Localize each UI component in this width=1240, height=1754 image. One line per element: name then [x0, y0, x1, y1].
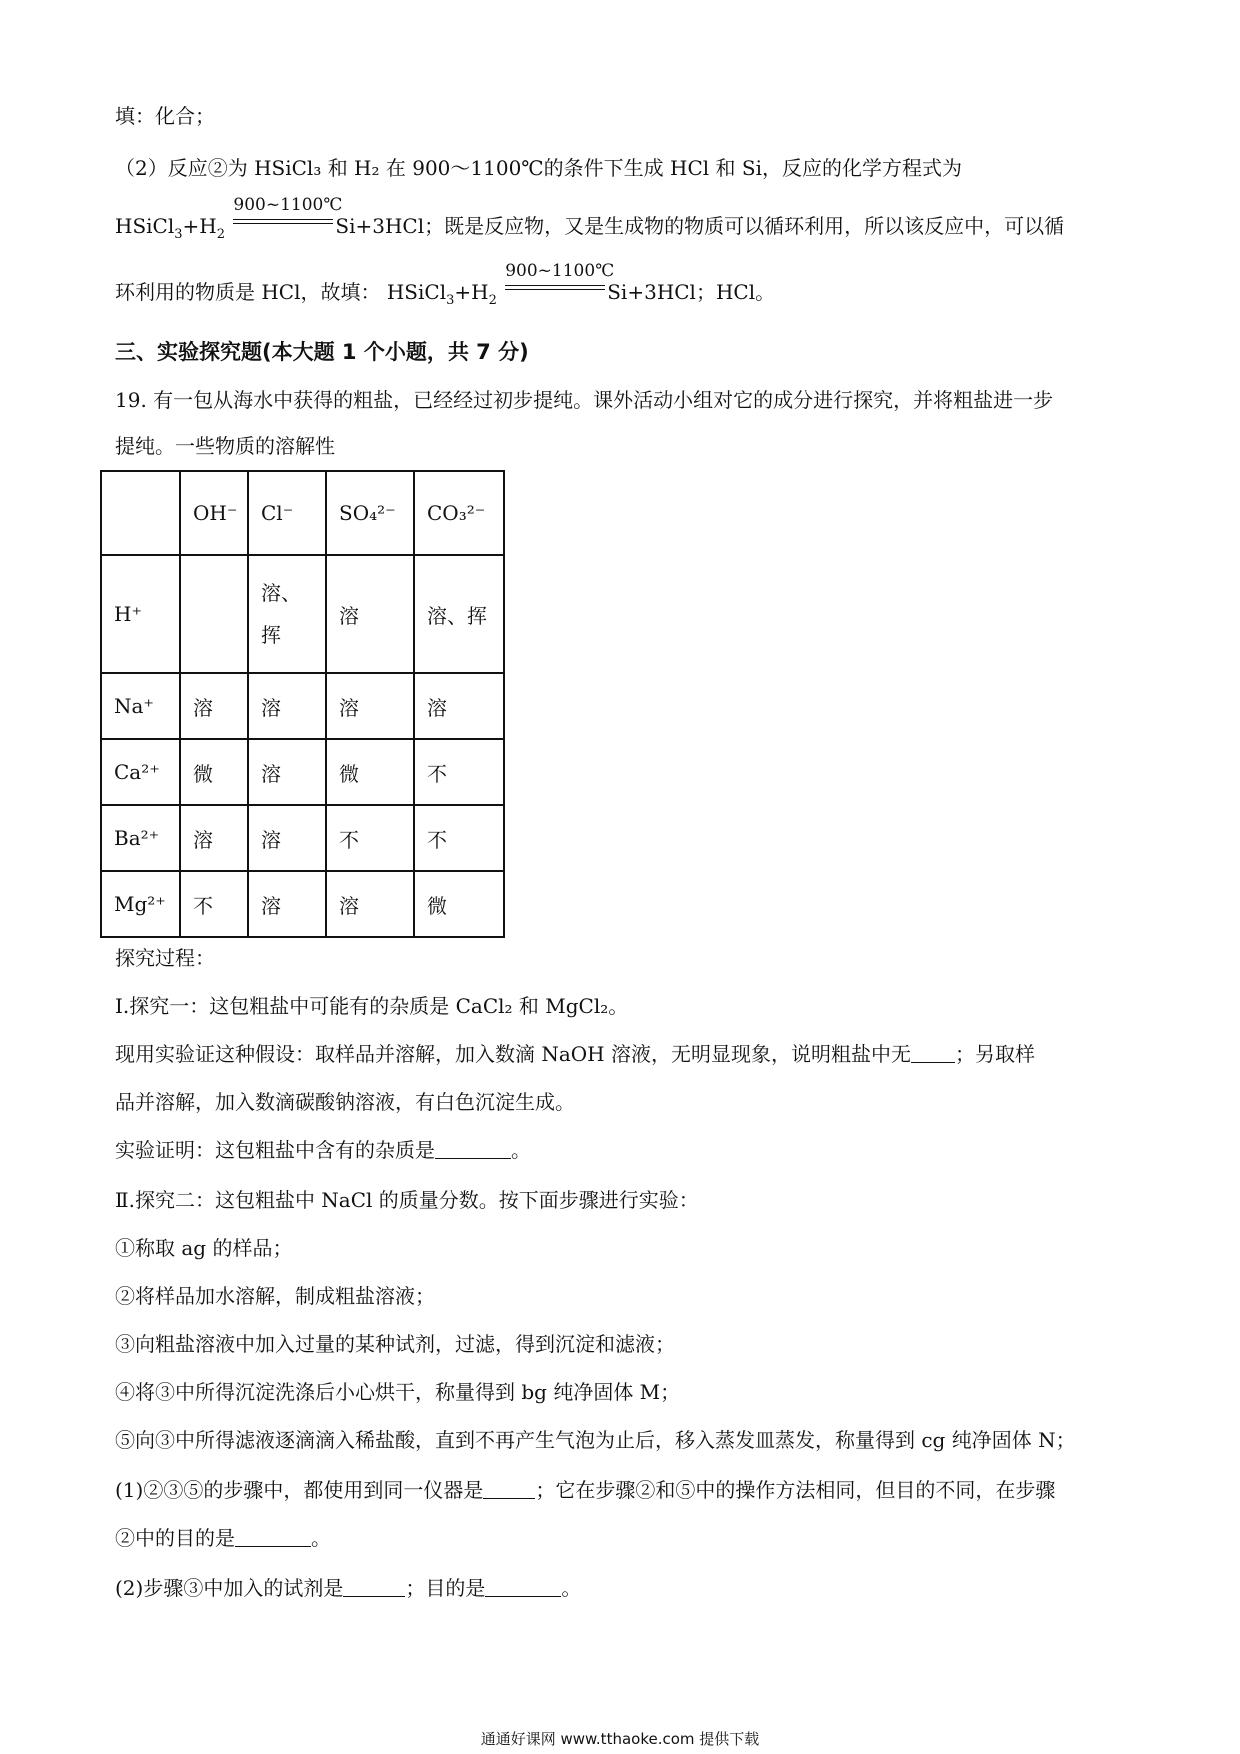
equation-line-2: 环利用的物质是 HCl，故填： $HSiCl_3+H_2$ 900~1100℃ Si+3HCl；HCl。: [115, 278, 775, 315]
answer-blank[interactable]: [483, 1480, 535, 1499]
reaction-condition-arrow: 900~1100℃: [233, 215, 333, 235]
table-cell: 溶: [326, 871, 414, 937]
table-header: CO₃²⁻: [414, 471, 504, 555]
step-3: ③向粗盐溶液中加入过量的某种试剂，过滤，得到沉淀和滤液；: [115, 1332, 675, 1356]
experiment-conclusion: 实验证明：这包粗盐中含有的杂质是 。: [115, 1138, 531, 1162]
table-row: [101, 555, 504, 673]
process-title: 探究过程：: [115, 946, 215, 970]
table-cell: 溶: [248, 805, 326, 871]
footer-credit: 通通好课网 www.tthaoke.com 提供下载: [480, 1730, 760, 1748]
row-ion: Ca²⁺: [101, 739, 180, 805]
solubility-table: [100, 470, 505, 938]
sub-question-2: (2)步骤③中加入的试剂是 ；目的是 。: [115, 1576, 582, 1600]
table-cell: 微: [180, 739, 248, 805]
table-cell: 不: [414, 739, 504, 805]
sub-question-1-cont: ②中的目的是 。: [115, 1526, 331, 1550]
chemical-equation-repeat: $HSiCl_3+H_2$ 900~1100℃ Si+3HCl: [386, 261, 696, 308]
table-cell: 溶、挥: [414, 555, 504, 673]
answer-blank[interactable]: [485, 1578, 561, 1597]
table-cell: 不: [180, 871, 248, 937]
table-header: SO₄²⁻: [326, 471, 414, 555]
question-19-intro-2: 提纯。一些物质的溶解性: [115, 434, 335, 458]
table-row: [101, 739, 504, 805]
table-cell: 溶: [326, 555, 414, 673]
inquiry-2: Ⅱ.探究二：这包粗盐中 NaCl 的质量分数。按下面步骤进行实验：: [115, 1188, 699, 1212]
table-cell: 溶: [414, 673, 504, 739]
answer-blank[interactable]: [235, 1528, 311, 1547]
step-1: ①称取 ag 的样品；: [115, 1236, 293, 1260]
table-row: [101, 805, 504, 871]
answer-blank[interactable]: [435, 1140, 511, 1159]
table-cell: 溶、挥: [248, 555, 326, 673]
sub-question-1: (1)②③⑤的步骤中，都使用到同一仪器是 ；它在步骤②和⑤中的操作方法相同，但目的不同，在步骤: [115, 1478, 1056, 1502]
table-cell: 溶: [180, 805, 248, 871]
table-row: [101, 871, 504, 937]
row-ion: Mg²⁺: [101, 871, 180, 937]
row-ion: Na⁺: [101, 673, 180, 739]
table-cell: 溶: [326, 673, 414, 739]
table-header: OH⁻: [180, 471, 248, 555]
question-19-intro-1: 19. 有一包从海水中获得的粗盐，已经经过初步提纯。课外活动小组对它的成分进行探究，并将粗盐进一步: [115, 388, 1054, 412]
chemical-equation: $HSiCl_3+H_2$ 900~1100℃ Si+3HCl: [115, 195, 425, 242]
table-corner: [101, 471, 180, 555]
answer-line-1: 填：化合；: [115, 104, 215, 128]
table-cell: 溶: [248, 673, 326, 739]
table-cell: 溶: [248, 871, 326, 937]
step-5: ⑤向③中所得滤液逐滴滴入稀盐酸，直到不再产生气泡为止后，移入蒸发皿蒸发，称量得到 cg 纯净固体 N；: [115, 1428, 1076, 1452]
answer-blank[interactable]: [343, 1578, 405, 1597]
row-ion: Ba²⁺: [101, 805, 180, 871]
table-cell: 微: [414, 871, 504, 937]
table-cell: 溶: [180, 673, 248, 739]
hypothesis-test-line: 现用实验证这种假设：取样品并溶解，加入数滴 NaOH 溶液，无明显现象，说明粗盐中无 ；另取样: [115, 1042, 1035, 1066]
section-heading: 三、实验探究题(本大题 1 个小题，共 7 分): [115, 340, 529, 364]
table-cell: 微: [326, 739, 414, 805]
answer-line-2: （2）反应②为 HSiCl₃ 和 H₂ 在 900～1100℃的条件下生成 HCl 和 Si，反应的化学方程式为: [115, 156, 962, 180]
step-2: ②将样品加水溶解，制成粗盐溶液；: [115, 1284, 435, 1308]
reaction-condition-arrow: 900~1100℃: [505, 281, 605, 301]
equation-line-1: $HSiCl_3+H_2$ 900~1100℃ Si+3HCl；既是反应物，又是生成物的物质可以循环利用，所以该反应中，可以循: [115, 212, 1064, 249]
table-cell: 不: [326, 805, 414, 871]
table-header: Cl⁻: [248, 471, 326, 555]
hypothesis-test-line-2: 品并溶解，加入数滴碳酸钠溶液，有白色沉淀生成。: [115, 1090, 575, 1114]
table-cell: [180, 555, 248, 673]
answer-blank[interactable]: [911, 1044, 955, 1063]
row-ion: H⁺: [101, 555, 180, 673]
table-cell: 不: [414, 805, 504, 871]
step-4: ④将③中所得沉淀洗涤后小心烘干，称量得到 bg 纯净固体 M；: [115, 1380, 681, 1404]
inquiry-1: Ⅰ.探究一：这包粗盐中可能有的杂质是 CaCl₂ 和 MgCl₂。: [115, 994, 629, 1018]
table-row: [101, 673, 504, 739]
table-cell: 溶: [248, 739, 326, 805]
